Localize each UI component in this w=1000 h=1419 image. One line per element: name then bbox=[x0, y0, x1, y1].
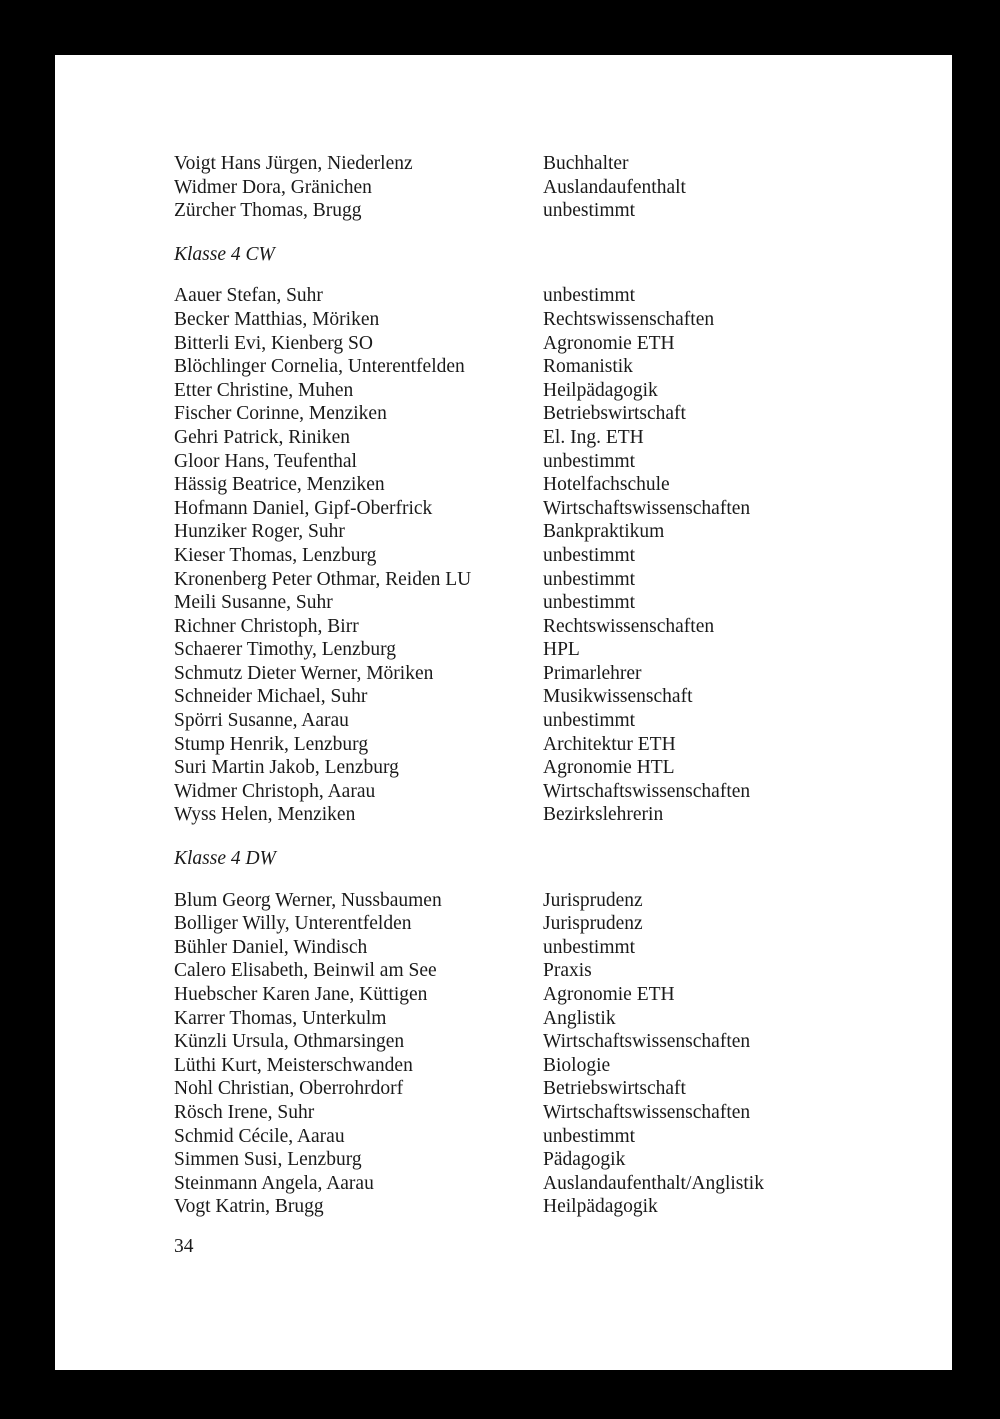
student-name: Schmutz Dieter Werner, Möriken bbox=[174, 662, 434, 684]
student-name: Becker Matthias, Möriken bbox=[174, 308, 380, 330]
student-row bbox=[174, 1030, 914, 1054]
student-career: Betriebswirtschaft bbox=[543, 1078, 686, 1100]
student-name: Bolliger Willy, Unterentfelden bbox=[174, 913, 412, 935]
student-name: Blum Georg Werner, Nussbaumen bbox=[174, 889, 442, 911]
student-row bbox=[174, 176, 914, 200]
student-career: Jurisprudenz bbox=[543, 913, 643, 935]
student-career: unbestimmt bbox=[543, 710, 636, 732]
student-row bbox=[174, 733, 914, 757]
student-row bbox=[174, 983, 914, 1007]
student-row bbox=[174, 1101, 914, 1125]
student-name: Widmer Dora, Gränichen bbox=[174, 176, 372, 198]
student-career: Rechtswissenschaften bbox=[543, 308, 715, 330]
student-career: unbestimmt bbox=[543, 568, 636, 590]
student-career: Heilpädagogik bbox=[543, 1196, 658, 1218]
student-name: Hunziker Roger, Suhr bbox=[174, 521, 345, 543]
student-career: unbestimmt bbox=[543, 544, 636, 566]
student-career: Buchhalter bbox=[543, 153, 629, 174]
student-career: Wirtschaftswissenschaften bbox=[543, 1031, 751, 1053]
student-name: Spörri Susanne, Aarau bbox=[174, 710, 349, 732]
student-row bbox=[174, 803, 914, 827]
student-career: unbestimmt bbox=[543, 450, 636, 472]
student-row bbox=[174, 912, 914, 936]
student-row bbox=[174, 332, 914, 356]
student-row bbox=[174, 662, 914, 686]
student-career: Biologie bbox=[543, 1054, 611, 1076]
student-row bbox=[174, 1195, 914, 1219]
student-name: Karrer Thomas, Unterkulm bbox=[174, 1007, 387, 1029]
student-name: Stump Henrik, Lenzburg bbox=[174, 733, 369, 755]
student-career: unbestimmt bbox=[543, 592, 636, 614]
student-row bbox=[174, 959, 914, 983]
student-row bbox=[174, 520, 914, 544]
student-career: Betriebswirtschaft bbox=[543, 403, 686, 425]
student-career: Bankpraktikum bbox=[543, 521, 665, 543]
student-row bbox=[174, 638, 914, 662]
student-name: Gloor Hans, Teufenthal bbox=[174, 450, 357, 472]
student-career: El. Ing. ETH bbox=[543, 426, 644, 448]
student-career: Architektur ETH bbox=[543, 733, 676, 755]
student-career: Wirtschaftswissenschaften bbox=[543, 1101, 751, 1123]
student-career: Praxis bbox=[543, 960, 592, 982]
student-career: HPL bbox=[543, 639, 580, 661]
student-career: Romanistik bbox=[543, 356, 633, 378]
student-name: Bühler Daniel, Windisch bbox=[174, 936, 368, 958]
student-career: unbestimmt bbox=[543, 1125, 636, 1147]
student-name: Etter Christine, Muhen bbox=[174, 379, 354, 401]
student-name: Schmid Cécile, Aarau bbox=[174, 1125, 345, 1147]
student-name: Schaerer Timothy, Lenzburg bbox=[174, 639, 397, 661]
student-career: Musikwissenschaft bbox=[543, 686, 693, 708]
student-name: Rösch Irene, Suhr bbox=[174, 1101, 315, 1123]
student-row bbox=[174, 497, 914, 521]
student-career: Anglistik bbox=[543, 1007, 616, 1029]
student-career: Hotelfachschule bbox=[543, 474, 670, 496]
student-name: Schneider Michael, Suhr bbox=[174, 686, 368, 708]
student-row bbox=[174, 1172, 914, 1196]
student-name: Widmer Christoph, Aarau bbox=[174, 780, 376, 802]
student-career: Wirtschaftswissenschaften bbox=[543, 780, 751, 802]
student-name: Vogt Katrin, Brugg bbox=[174, 1196, 324, 1218]
student-name: Hofmann Daniel, Gipf-Oberfrick bbox=[174, 497, 433, 519]
student-row bbox=[174, 544, 914, 568]
student-row bbox=[174, 685, 914, 709]
student-career: unbestimmt bbox=[543, 936, 636, 958]
student-row bbox=[174, 379, 914, 403]
student-career: Bezirkslehrerin bbox=[543, 804, 664, 826]
student-name: Steinmann Angela, Aarau bbox=[174, 1172, 374, 1194]
student-name: Wyss Helen, Menziken bbox=[174, 804, 356, 826]
student-career: Agronomie ETH bbox=[543, 984, 675, 1005]
student-name: Richner Christoph, Birr bbox=[174, 615, 359, 637]
student-row bbox=[174, 426, 914, 450]
class-heading: Klasse 4 DW bbox=[174, 848, 276, 870]
student-name: Aauer Stefan, Suhr bbox=[174, 285, 323, 307]
student-career: Auslandaufenthalt bbox=[543, 176, 686, 198]
student-row bbox=[174, 936, 914, 960]
student-career: Primarlehrer bbox=[543, 662, 642, 684]
student-row bbox=[174, 152, 914, 176]
student-row bbox=[174, 1054, 914, 1078]
student-name: Künzli Ursula, Othmarsingen bbox=[174, 1031, 405, 1053]
student-row bbox=[174, 709, 914, 733]
student-career: Wirtschaftswissenschaften bbox=[543, 497, 751, 519]
student-name: Lüthi Kurt, Meisterschwanden bbox=[174, 1054, 413, 1076]
student-career: Auslandaufenthalt/Anglistik bbox=[543, 1172, 764, 1194]
student-name: Fischer Corinne, Menziken bbox=[174, 403, 387, 425]
student-row bbox=[174, 889, 914, 913]
student-name: Bitterli Evi, Kienberg SO bbox=[174, 332, 373, 354]
student-row bbox=[174, 780, 914, 804]
student-row bbox=[174, 308, 914, 332]
student-row bbox=[174, 199, 914, 223]
student-name: Kronenberg Peter Othmar, Reiden LU bbox=[174, 568, 472, 590]
student-row bbox=[174, 591, 914, 615]
student-row bbox=[174, 756, 914, 780]
student-row bbox=[174, 1007, 914, 1031]
student-name: Simmen Susi, Lenzburg bbox=[174, 1149, 362, 1171]
student-name: Kieser Thomas, Lenzburg bbox=[174, 544, 377, 566]
class-heading: Klasse 4 CW bbox=[174, 243, 275, 265]
student-career: Heilpädagogik bbox=[543, 379, 658, 401]
student-career: Rechtswissenschaften bbox=[543, 615, 715, 637]
student-career: unbestimmt bbox=[543, 200, 636, 222]
student-name: Meili Susanne, Suhr bbox=[174, 592, 333, 614]
document-page bbox=[55, 55, 952, 1370]
student-row bbox=[174, 402, 914, 426]
student-career: Pädagogik bbox=[543, 1149, 626, 1171]
student-name: Voigt Hans Jürgen, Niederlenz bbox=[174, 153, 413, 174]
student-row bbox=[174, 473, 914, 497]
student-name: Huebscher Karen Jane, Küttigen bbox=[174, 984, 428, 1005]
student-career: Jurisprudenz bbox=[543, 889, 643, 911]
student-row bbox=[174, 450, 914, 474]
student-name: Suri Martin Jakob, Lenzburg bbox=[174, 757, 399, 779]
student-row bbox=[174, 1077, 914, 1101]
student-row bbox=[174, 355, 914, 379]
page-number: 34 bbox=[174, 1236, 194, 1257]
student-name: Blöchlinger Cornelia, Unterentfelden bbox=[174, 356, 465, 378]
student-row bbox=[174, 1125, 914, 1149]
student-list bbox=[174, 152, 914, 1219]
student-row bbox=[174, 284, 914, 308]
student-career: Agronomie HTL bbox=[543, 757, 675, 779]
student-name: Hässig Beatrice, Menziken bbox=[174, 474, 385, 496]
student-career: Agronomie ETH bbox=[543, 332, 675, 354]
student-row bbox=[174, 615, 914, 639]
student-name: Calero Elisabeth, Beinwil am See bbox=[174, 960, 437, 982]
student-career: unbestimmt bbox=[543, 285, 636, 307]
student-name: Nohl Christian, Oberrohrdorf bbox=[174, 1078, 404, 1100]
student-row bbox=[174, 1148, 914, 1172]
student-row bbox=[174, 568, 914, 592]
student-name: Gehri Patrick, Riniken bbox=[174, 426, 351, 448]
student-name: Zürcher Thomas, Brugg bbox=[174, 200, 362, 222]
